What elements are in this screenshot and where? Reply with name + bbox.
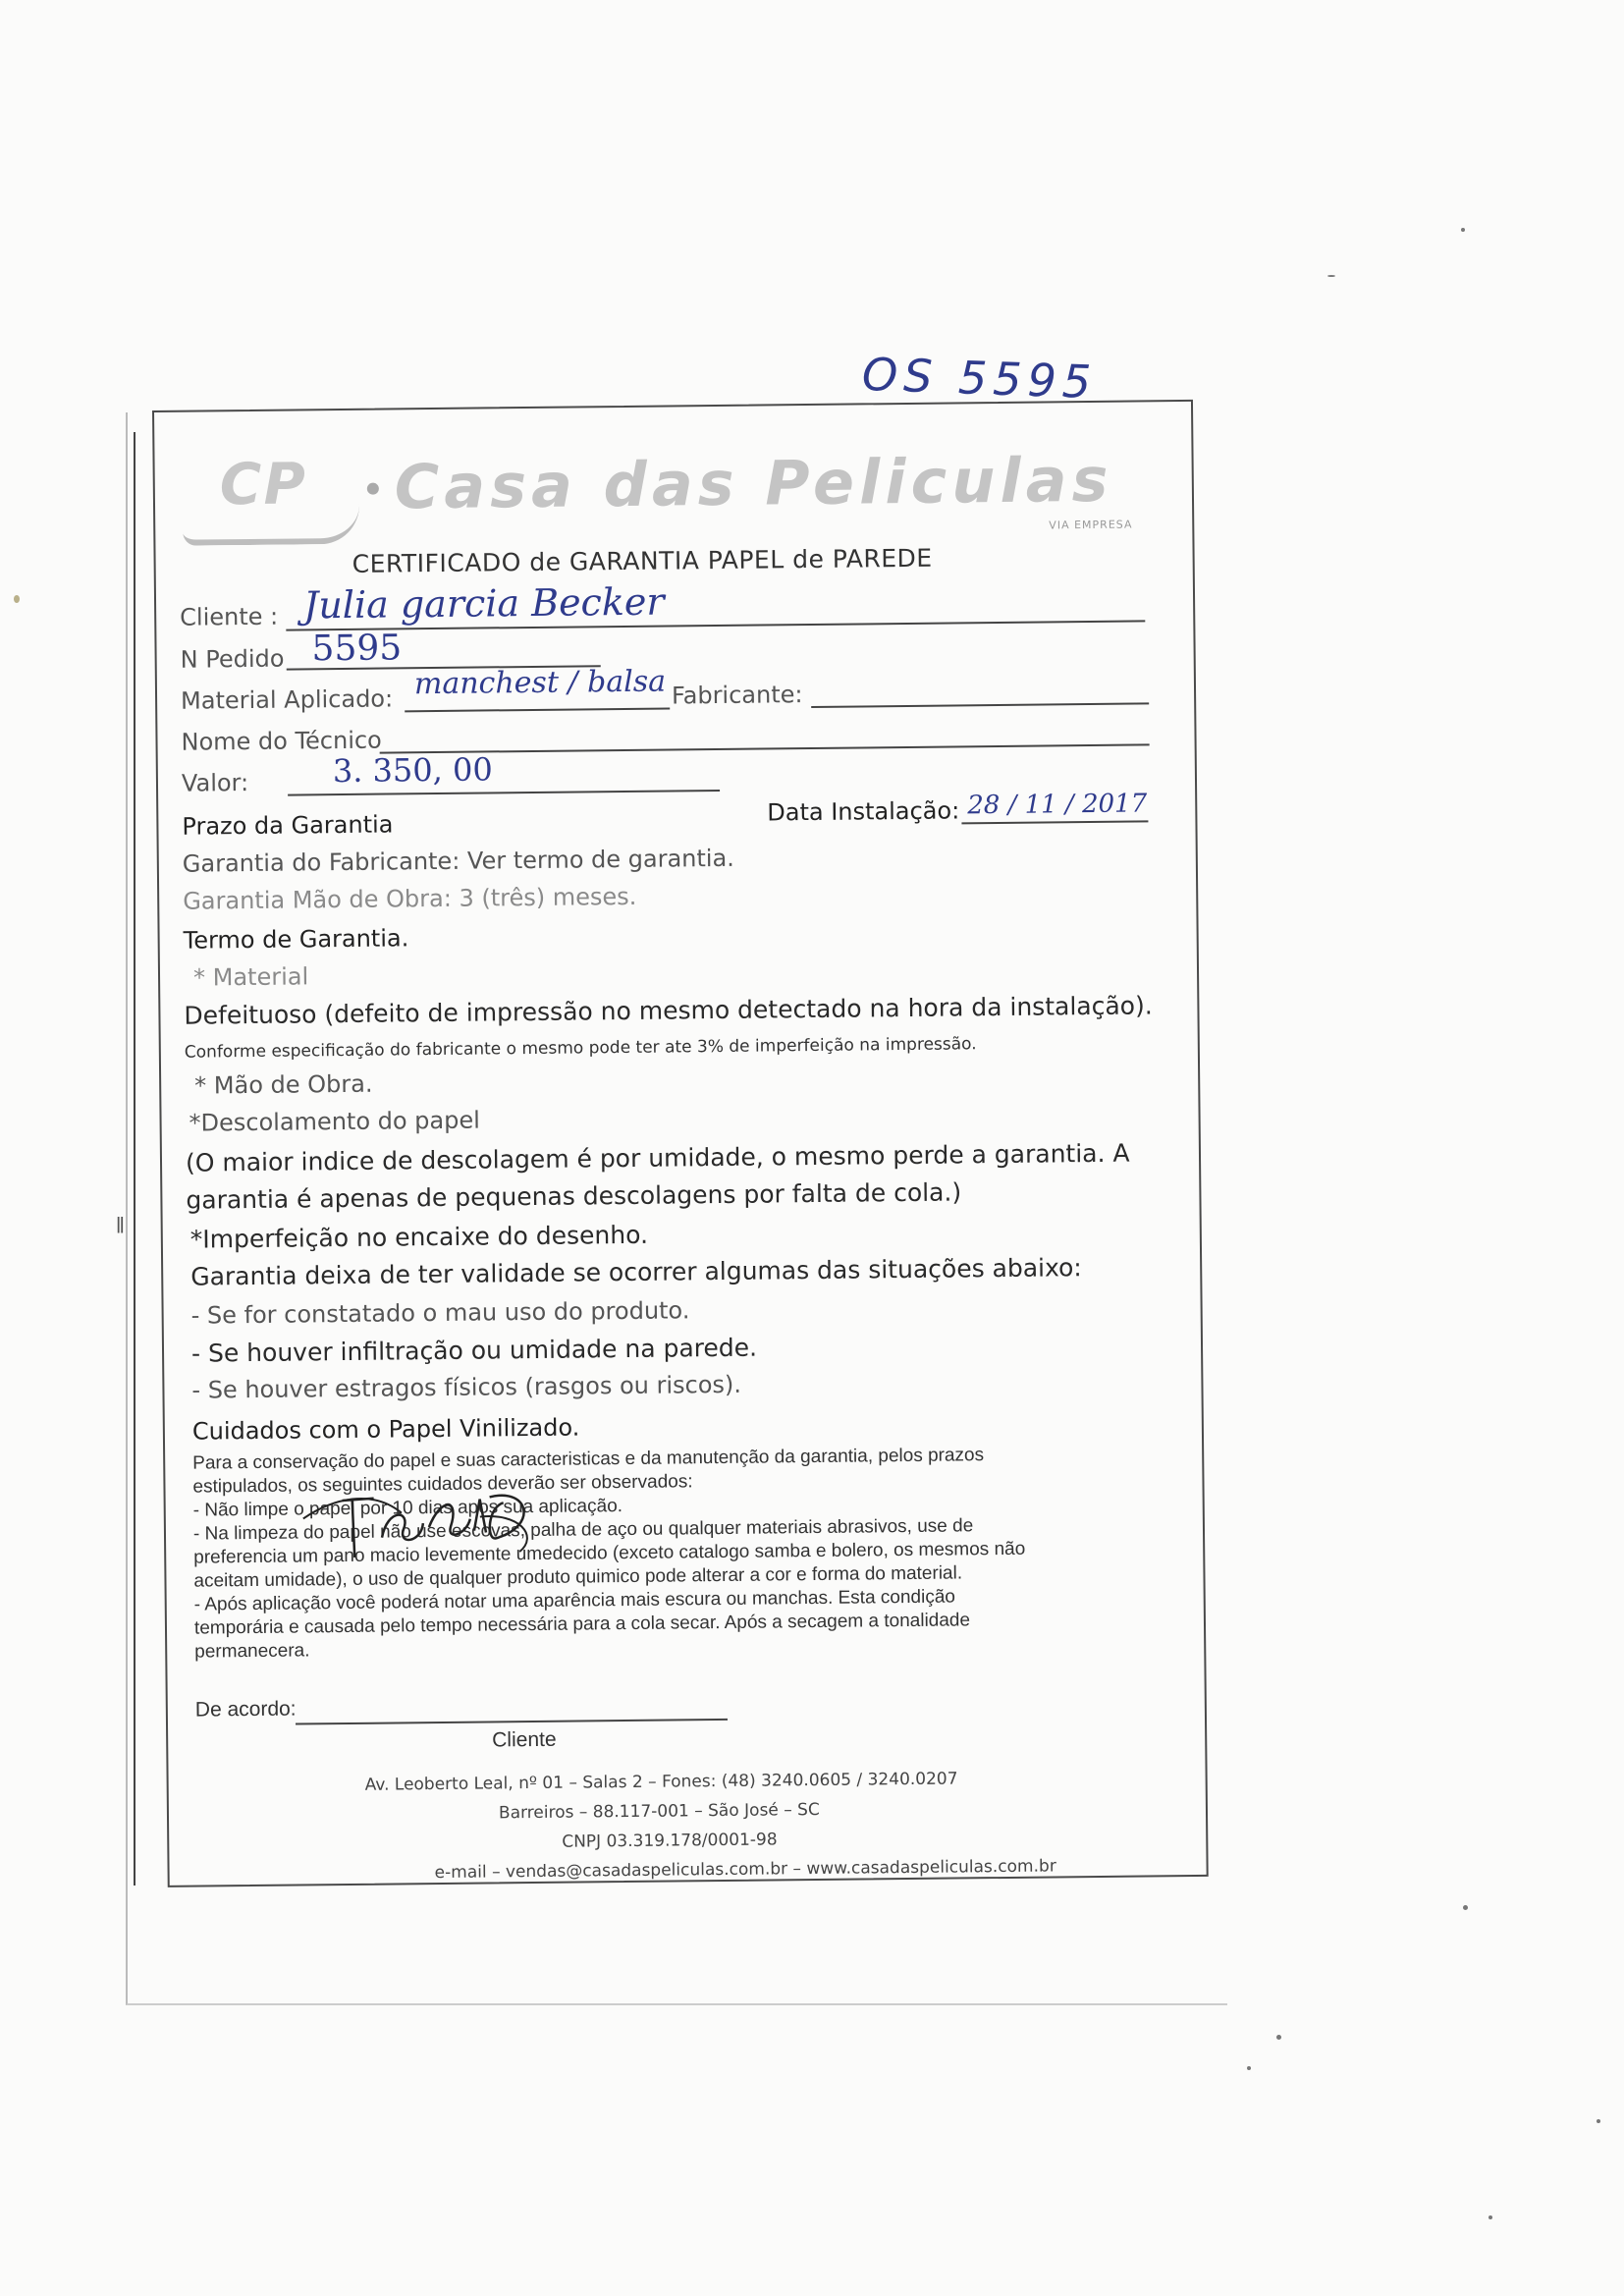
client-signature bbox=[293, 1457, 549, 1568]
cliente-value: Julia garcia Becker bbox=[302, 579, 665, 628]
infiltracao-item: - Se houver infiltração ou umidade na parede. bbox=[190, 1333, 758, 1368]
conforme-text: Conforme especificação do fabricante o mesmo pode ter ate 3% de imperfeição na impressão. bbox=[184, 1034, 977, 1063]
data-instalacao-value: 28 / 11 / 2017 bbox=[967, 789, 1148, 821]
scan-speck bbox=[14, 595, 20, 603]
cuidados-heading: Cuidados com o Papel Vinilizado. bbox=[191, 1413, 580, 1446]
pedido-label: N Pedido bbox=[180, 644, 285, 674]
footer-contact: e-mail – vendas@casadaspeliculas.com.br – www.casadaspeliculas.com.br bbox=[434, 1856, 1056, 1884]
cuidados-line-6: aceitam umidade), o uso de qualquer produto quimico pode alterar a cor e forma do material. bbox=[193, 1562, 963, 1592]
cuidados-line-4: - Na limpeza do papel não use escovas, palha de aço ou qualquer materiais abrasivos, use de bbox=[192, 1515, 974, 1545]
logo-mark: CP bbox=[219, 450, 308, 519]
descolamento-item: *Descolamento do papel bbox=[189, 1106, 480, 1137]
warranty-certificate bbox=[152, 400, 1209, 1887]
logo-dot bbox=[367, 483, 379, 495]
cuidados-line-5: preferencia um pano macio levemente umedecido (exceto catalogo samba e bolero, os mesmos não bbox=[193, 1538, 1026, 1568]
signature-line bbox=[296, 1719, 728, 1725]
maior-indice-line-2: garantia é apenas de pequenas descolagens por falta de cola.) bbox=[186, 1177, 962, 1215]
data-instalacao-label: Data Instalação: bbox=[767, 796, 960, 827]
scan-speck bbox=[1461, 228, 1465, 232]
imperfeicao-item: *Imperfeição no encaixe do desenho. bbox=[189, 1220, 649, 1254]
cuidados-line-7: - Após aplicação você poderá notar uma aparência mais escura ou manchas. Esta condição bbox=[193, 1586, 956, 1615]
footer-city: Barreiros – 88.117-001 – São José – SC bbox=[498, 1799, 820, 1824]
scan-speck bbox=[1489, 2215, 1492, 2219]
garantia-fabricante: Garantia do Fabricante: Ver termo de garantia. bbox=[182, 844, 734, 878]
cuidados-line-8: temporária e causada pelo tempo necessária para a cola secar. Após a secagem a tonalidade bbox=[193, 1610, 971, 1639]
os-number-annotation: OS 5595 bbox=[861, 347, 1098, 410]
footer-address: Av. Leoberto Leal, nº 01 – Salas 2 – Fones: (48) 3240.0605 / 3240.0207 bbox=[364, 1769, 958, 1795]
estragos-item: - Se houver estragos físicos (rasgos ou riscos). bbox=[191, 1370, 742, 1404]
cuidados-line-9: permanecera. bbox=[194, 1640, 310, 1663]
scan-speck bbox=[1463, 1905, 1468, 1910]
mao-obra-item: * Mão de Obra. bbox=[194, 1069, 373, 1100]
termo-garantia-heading: Termo de Garantia. bbox=[183, 924, 409, 955]
material-item: * Material bbox=[192, 962, 309, 992]
material-value: manchest / balsa bbox=[413, 664, 667, 702]
maior-indice-line-1: (O maior indice de descolagem é por umidade, o mesmo perde a garantia. A bbox=[185, 1138, 1130, 1177]
cuidados-line-3: - Não limpe o papel por 10 dias apos sua aplicação. bbox=[192, 1496, 623, 1521]
binding-line bbox=[134, 432, 135, 1886]
prazo-garantia-heading: Prazo da Garantia bbox=[182, 810, 394, 841]
scan-speck bbox=[1276, 2035, 1281, 2040]
scan-speck bbox=[1597, 2119, 1600, 2123]
defeituoso-text: Defeituoso (defeito de impressão no mesmo detectado na hora da instalação). bbox=[184, 991, 1153, 1030]
cuidados-line-1: Para a conservação do papel e suas caracteristicas e da manutenção da garantia, pelos prazos bbox=[192, 1445, 985, 1474]
tecnico-label: Nome do Técnico bbox=[181, 726, 382, 756]
fabricante-line bbox=[811, 702, 1149, 708]
valor-value: 3. 350, 00 bbox=[332, 750, 493, 791]
footer-cnpj: CNPJ 03.319.178/0001-98 bbox=[562, 1830, 778, 1852]
valor-line bbox=[288, 790, 720, 796]
mau-uso-item: - Se for constatado o mau uso do produto. bbox=[190, 1296, 690, 1330]
logo-tagline: VIA EMPRESA bbox=[1049, 518, 1133, 532]
data-line bbox=[961, 820, 1148, 824]
scan-speck bbox=[1247, 2066, 1251, 2070]
company-logo-text: Casa das Peliculas bbox=[394, 443, 1113, 523]
valor-label: Valor: bbox=[181, 768, 249, 797]
garantia-mao-obra: Garantia Mão de Obra: 3 (três) meses. bbox=[183, 882, 637, 915]
fabricante-label: Fabricante: bbox=[671, 681, 803, 710]
cliente-label: Cliente : bbox=[180, 602, 279, 631]
certificate-title: CERTIFICADO de GARANTIA PAPEL de PAREDE bbox=[352, 543, 933, 578]
margin-mark: ǁ bbox=[116, 1214, 125, 1234]
cliente-caption: Cliente bbox=[492, 1727, 557, 1752]
cuidados-line-2: estipulados, os seguintes cuidados deverão ser observados: bbox=[192, 1471, 693, 1498]
scan-speck bbox=[1327, 275, 1335, 277]
material-label: Material Aplicado: bbox=[180, 684, 394, 715]
deixa-validade-text: Garantia deixa de ter validade se ocorrer algumas das situações abaixo: bbox=[190, 1253, 1082, 1291]
tecnico-line bbox=[380, 743, 1150, 753]
de-acordo-label: De acordo: bbox=[194, 1697, 297, 1722]
pedido-value: 5595 bbox=[311, 628, 403, 670]
material-line bbox=[405, 707, 670, 712]
